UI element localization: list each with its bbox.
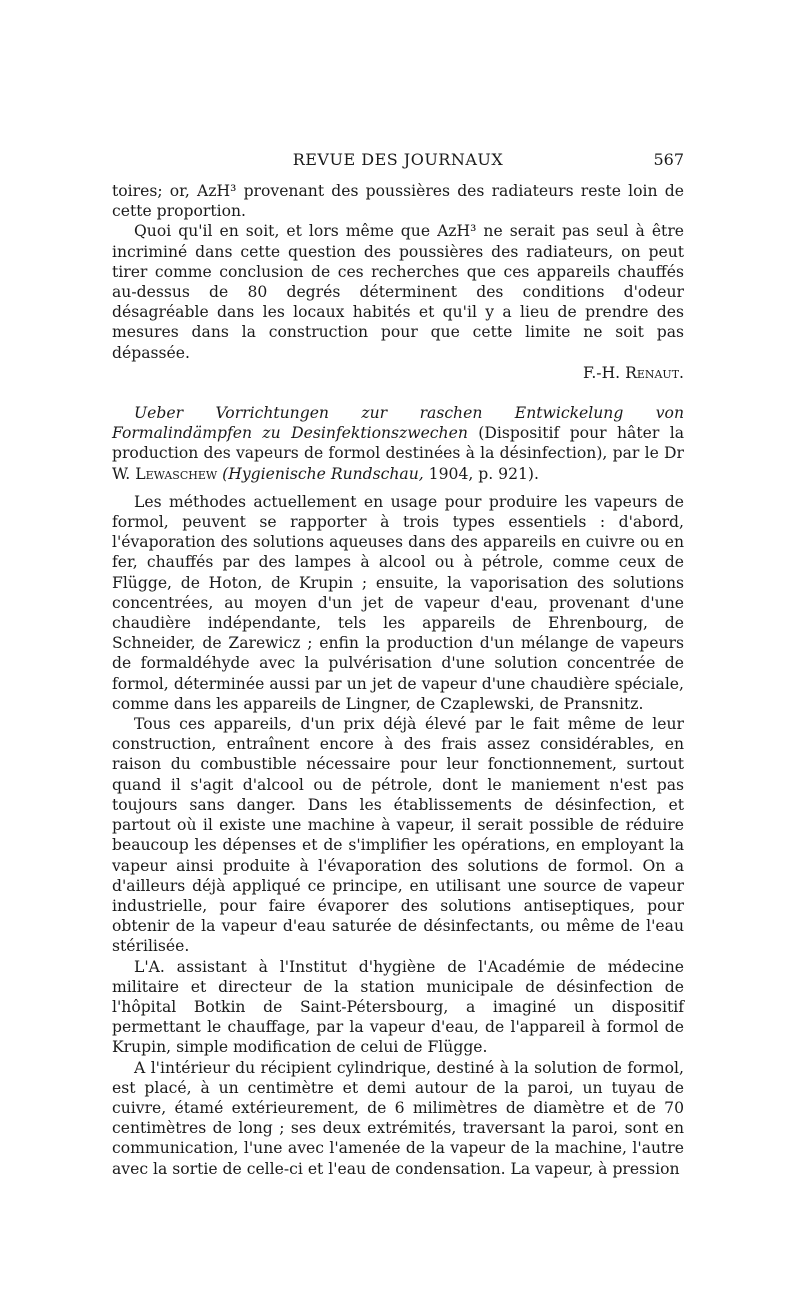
paragraph: Quoi qu'il en soit, et lors même que AzH³ ne serait pas seul à être incriminé dans cette question des poussières des radiateurs, on peut tirer comme conclusion de ces recherches que ces appareils chauffés au-dessus de 80 degrés déterminent des conditions d'odeur désagréable dans les locaux habités et qu'il y a lieu de prendre des mesures dans la construction pour que cette limite ne soit pas dépassée. (112, 222, 684, 362)
page-header (112, 150, 684, 176)
paragraph-continued: toires; or, AzH³ provenant des poussières des radiateurs reste loin de cette proportion. (112, 182, 684, 221)
source-journal: (Hygienische Rundschau, (217, 464, 424, 483)
author-signature: F.-H. Renaut. (582, 363, 684, 382)
page-number: 567 (653, 150, 684, 169)
paragraph: L'A. assistant à l'Institut d'hygiène de l'Académie de médecine militaire et directeur de la station municipale de désinfection de l'hôpital Botkin de Saint-Pétersbourg, a imaginé un dispositif permettant le chauffage, par la vapeur d'eau, de l'appareil à formol de Krupin, simple modification de celui de Flügge. (112, 957, 684, 1057)
paragraph: Les méthodes actuellement en usage pour produire les vapeurs de formol, peuvent se rapporter à trois types essentiels : d'abord, l'évaporation des solutions aqueuses dans des appareils en cuivre ou en fer, chauffés par des lampes à alcool ou à pétrole, comme ceux de Flügge, de Hoton, de Krupin ; ensuite, la vaporisation des solutions concentrées, au moyen d'un jet de vapeur d'eau, provenant d'une chaudière indépendante, tels les appareils de Ehrenbourg, de Schneider, de Zarewicz ; enfin la production d'un mélange de vapeurs de formaldéhyde avec la pulvérisation d'une solution concentrée de formol, déterminée aussi par un jet de vapeur d'une chaudière spéciale, comme dans les appareils de Lingner, de Czaplewski, de Pransnitz. (112, 492, 684, 713)
paragraph: A l'intérieur du récipient cylindrique, destiné à la solution de formol, est placé, à un centimètre et demi autour de la paroi, un tuyau de cuivre, étamé extérieurement, de 6 milimètres de diamètre et de 70 centimètres de long ; ses deux extrémités, traversant la paroi, sont en communication, l'une avec l'amenée de la vapeur de la machine, l'autre avec la sortie de celle-ci et l'eau de condensation. La vapeur, à pression (112, 1058, 684, 1178)
author-name: Lewaschew (135, 464, 218, 483)
german-title: Ueber Vorrichtungen zur raschen Entwickelung von Formalindämpfen zu Desinfektionszwechen (112, 404, 684, 443)
french-title: (Dispositif pour hâter la production des vapeurs de formol destinées à la désinfection), par le (112, 424, 684, 463)
body-text (112, 181, 684, 1179)
source-reference: 1904, p. 921). (423, 464, 539, 483)
paragraph: Tous ces appareils, d'un prix déjà élevé par le fait même de leur construction, entraînent encore à des frais assez considérables, en raison du combustible nécessaire pour leur fonctionnement, surtout quand il s'agit d'alcool ou de pétrole, dont le maniement n'est pas toujours sans danger. Dans les établissements de désinfection, et partout où il existe une machine à vapeur, il serait possible de réduire beaucoup les dépenses et de s'implifier les opérations, en employant la vapeur ainsi produite à l'évaporation des solutions de formol. On a d'ailleurs déjà appliqué ce principe, en utilisant une source de vapeur industrielle, pour faire évaporer des solutions antiseptiques, pour obtenir de la vapeur d'eau saturée de désinfectants, ou même de l'eau stérilisée. (112, 715, 684, 956)
review-heading (112, 403, 684, 484)
running-title: REVUE DES JOURNAUX (292, 150, 504, 169)
author-prefix: Dr W. (112, 444, 684, 483)
